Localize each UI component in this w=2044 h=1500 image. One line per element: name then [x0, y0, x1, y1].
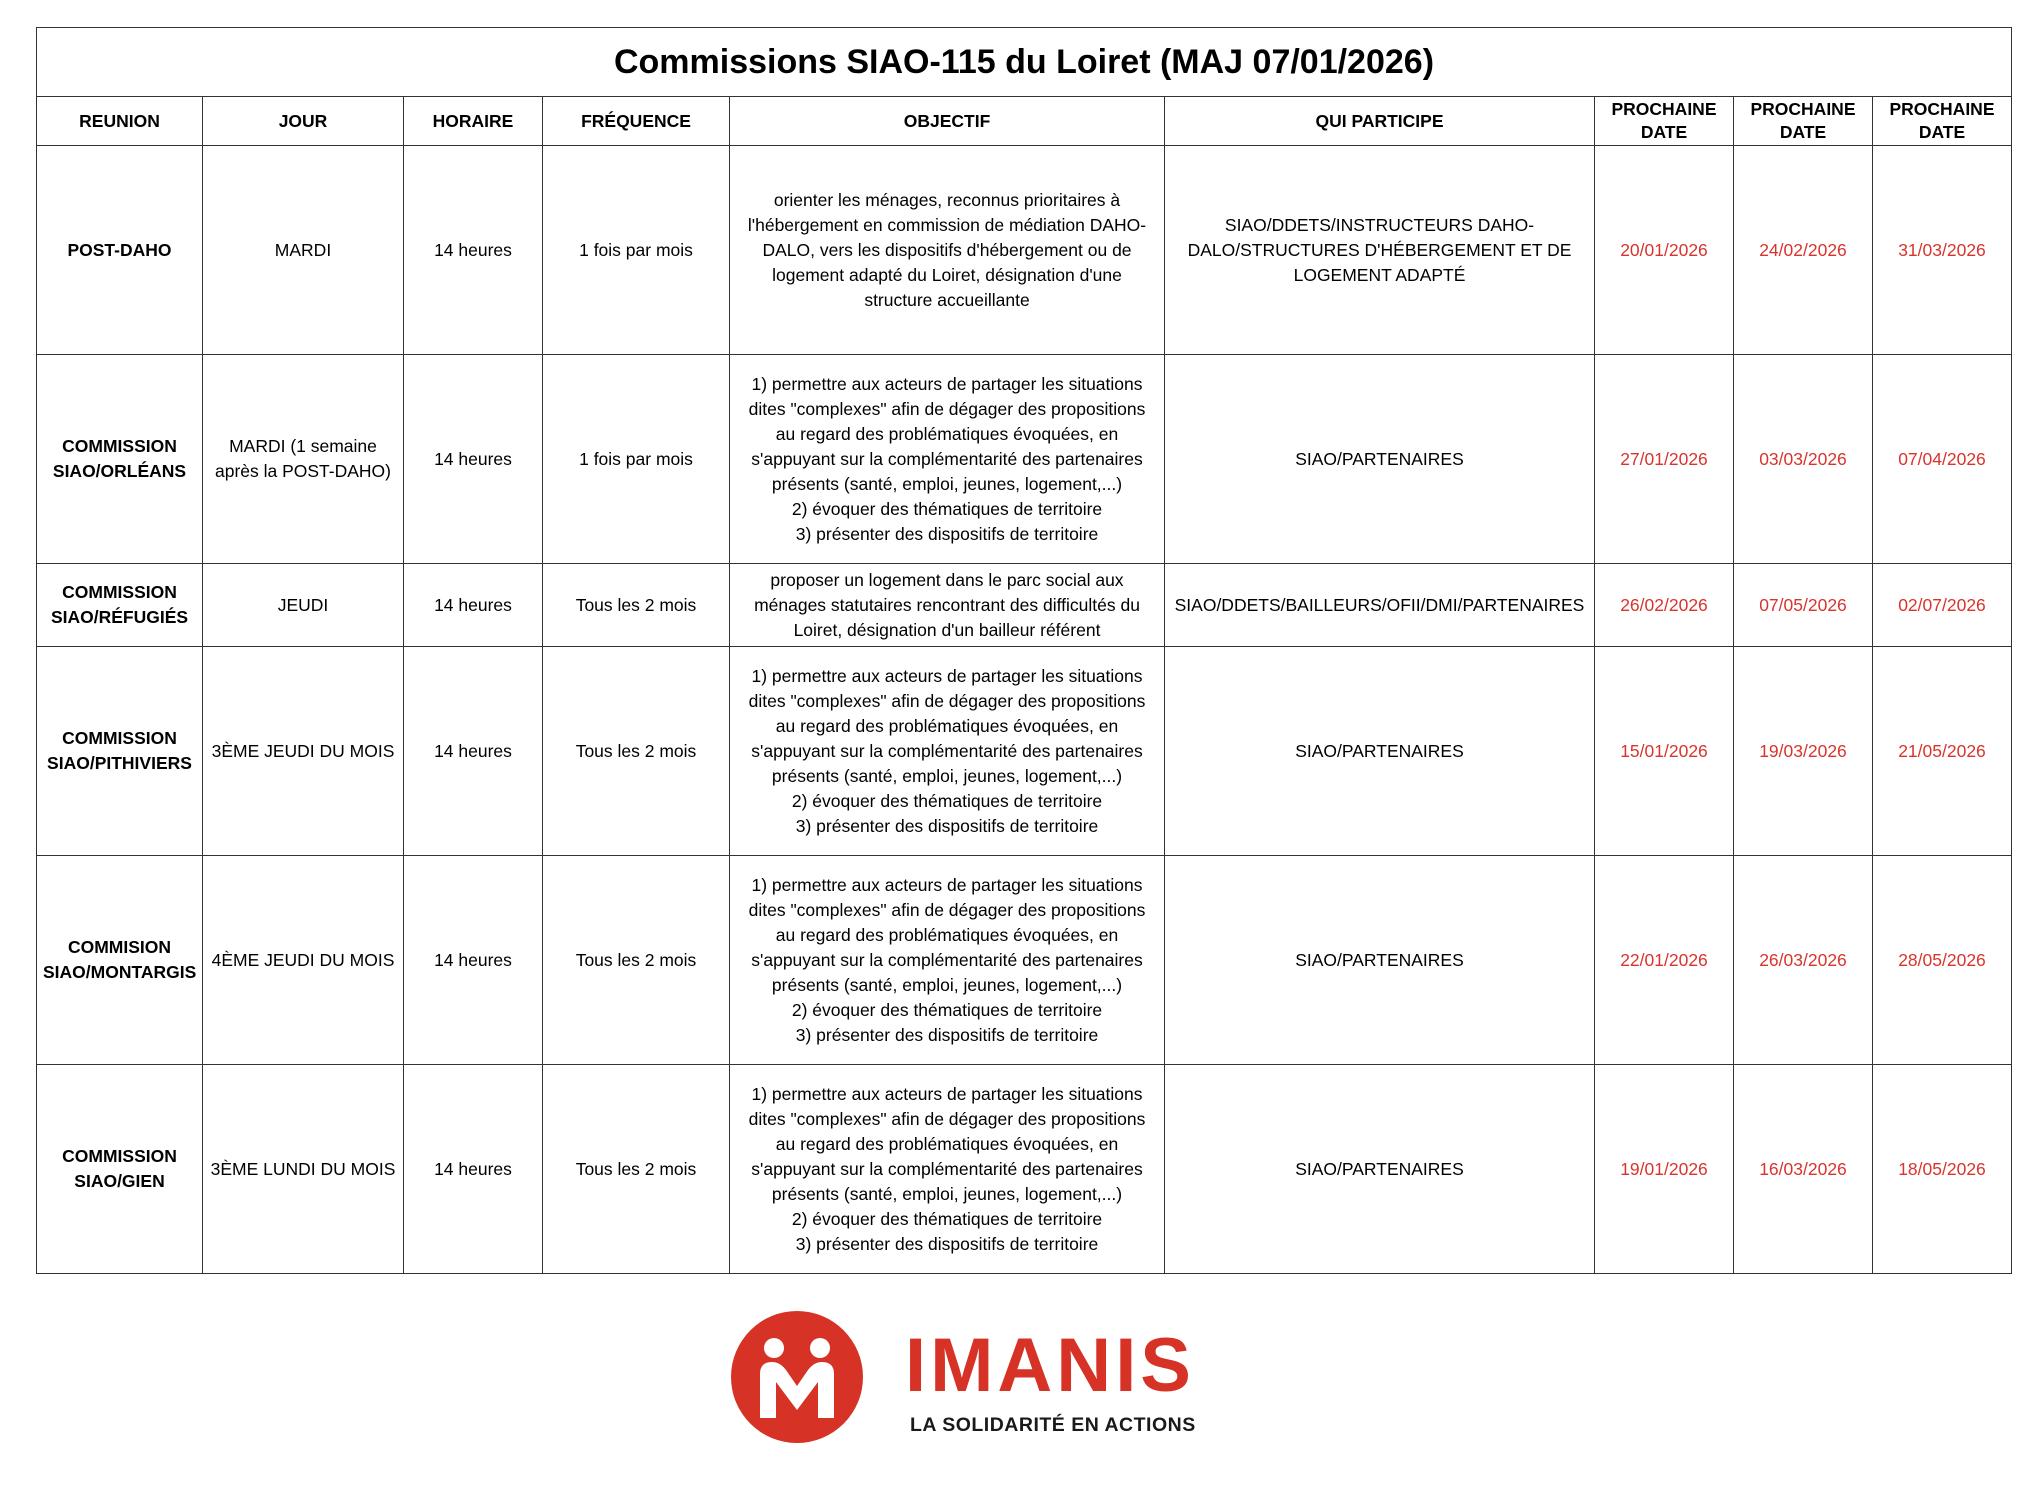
jour-cell: 3ÈME LUNDI DU MOIS [203, 1065, 404, 1274]
next-date-cell: 02/07/2026 [1873, 564, 2012, 647]
table-body [37, 146, 2012, 1274]
next-date-cell: 18/05/2026 [1873, 1065, 2012, 1274]
header-next-date-1: PROCHAINE DATE [1595, 97, 1734, 146]
participants-cell: SIAO/PARTENAIRES [1165, 355, 1595, 564]
next-date-cell: 26/03/2026 [1734, 856, 1873, 1065]
participants-cell: SIAO/DDETS/BAILLEURS/OFII/DMI/PARTENAIRES [1165, 564, 1595, 647]
header-participants: QUI PARTICIPE [1165, 97, 1595, 146]
horaire-cell: 14 heures [404, 564, 543, 647]
horaire-cell: 14 heures [404, 1065, 543, 1274]
table-row [37, 647, 2012, 856]
jour-cell: 3ÈME JEUDI DU MOIS [203, 647, 404, 856]
participants-cell: SIAO/DDETS/INSTRUCTEURS DAHO-DALO/STRUCTURES D'HÉBERGEMENT ET DE LOGEMENT ADAPTÉ [1165, 146, 1595, 355]
jour-cell: 4ÈME JEUDI DU MOIS [203, 856, 404, 1065]
jour-cell: MARDI (1 semaine après la POST-DAHO) [203, 355, 404, 564]
next-date-cell: 24/02/2026 [1734, 146, 1873, 355]
objectif-cell: 1) permettre aux acteurs de partager les situations dites "complexes" afin de dégager des propositions au regard des problématiques évoquées, en s'appuyant sur la complémentarité des partenaires présents (santé, emploi, jeunes, logement,...) 2) évoquer des thématiques de territoire 3) présenter des dispositifs de territoire [730, 647, 1165, 856]
reunion-cell: COMMISION SIAO/MONTARGIS [37, 856, 203, 1065]
next-date-cell: 28/05/2026 [1873, 856, 2012, 1065]
next-date-cell: 16/03/2026 [1734, 1065, 1873, 1274]
frequence-cell: Tous les 2 mois [543, 856, 730, 1065]
next-date-cell: 27/01/2026 [1595, 355, 1734, 564]
schedule-sheet [36, 27, 2011, 1274]
reunion-cell: COMMISSION SIAO/RÉFUGIÉS [37, 564, 203, 647]
horaire-cell: 14 heures [404, 647, 543, 856]
next-date-cell: 22/01/2026 [1595, 856, 1734, 1065]
objectif-cell: 1) permettre aux acteurs de partager les situations dites "complexes" afin de dégager des propositions au regard des problématiques évoquées, en s'appuyant sur la complémentarité des partenaires présents (santé, emploi, jeunes, logement,...) 2) évoquer des thématiques de territoire 3) présenter des dispositifs de territoire [730, 355, 1165, 564]
next-date-cell: 07/04/2026 [1873, 355, 2012, 564]
participants-cell: SIAO/PARTENAIRES [1165, 856, 1595, 1065]
page-title: Commissions SIAO-115 du Loiret (MAJ 07/01/2026) [37, 28, 2012, 97]
next-date-cell: 26/02/2026 [1595, 564, 1734, 647]
header-jour: JOUR [203, 97, 404, 146]
header-objectif: OBJECTIF [730, 97, 1165, 146]
frequence-cell: 1 fois par mois [543, 146, 730, 355]
objectif-cell: 1) permettre aux acteurs de partager les situations dites "complexes" afin de dégager des propositions au regard des problématiques évoquées, en s'appuyant sur la complémentarité des partenaires présents (santé, emploi, jeunes, logement,...) 2) évoquer des thématiques de territoire 3) présenter des dispositifs de territoire [730, 856, 1165, 1065]
next-date-cell: 07/05/2026 [1734, 564, 1873, 647]
table-row [37, 1065, 2012, 1274]
header-horaire: HORAIRE [404, 97, 543, 146]
next-date-cell: 19/03/2026 [1734, 647, 1873, 856]
next-date-cell: 31/03/2026 [1873, 146, 2012, 355]
frequence-cell: Tous les 2 mois [543, 564, 730, 647]
reunion-cell: COMMISSION SIAO/ORLÉANS [37, 355, 203, 564]
header-next-date-2: PROCHAINE DATE [1734, 97, 1873, 146]
imanis-logo-icon [730, 1310, 864, 1444]
next-date-cell: 03/03/2026 [1734, 355, 1873, 564]
header-frequence: FRÉQUENCE [543, 97, 730, 146]
logo-tagline: LA SOLIDARITÉ EN ACTIONS [910, 1414, 1196, 1436]
header-next-date-3: PROCHAINE DATE [1873, 97, 2012, 146]
frequence-cell: 1 fois par mois [543, 355, 730, 564]
reunion-cell: COMMISSION SIAO/GIEN [37, 1065, 203, 1274]
frequence-cell: Tous les 2 mois [543, 1065, 730, 1274]
participants-cell: SIAO/PARTENAIRES [1165, 647, 1595, 856]
next-date-cell: 19/01/2026 [1595, 1065, 1734, 1274]
jour-cell: JEUDI [203, 564, 404, 647]
objectif-cell: orienter les ménages, reconnus prioritaires à l'hébergement en commission de médiation DAHO-DALO, vers les dispositifs d'hébergement ou de logement adapté du Loiret, désignation d'une structure accueillante [730, 146, 1165, 355]
table-row [37, 146, 2012, 355]
horaire-cell: 14 heures [404, 146, 543, 355]
jour-cell: MARDI [203, 146, 404, 355]
table-row [37, 355, 2012, 564]
next-date-cell: 15/01/2026 [1595, 647, 1734, 856]
logo-wordmark: IMANIS [905, 1323, 1195, 1408]
next-date-cell: 20/01/2026 [1595, 146, 1734, 355]
imanis-logo [730, 1310, 1210, 1445]
horaire-cell: 14 heures [404, 355, 543, 564]
objectif-cell: 1) permettre aux acteurs de partager les situations dites "complexes" afin de dégager des propositions au regard des problématiques évoquées, en s'appuyant sur la complémentarité des partenaires présents (santé, emploi, jeunes, logement,...) 2) évoquer des thématiques de territoire 3) présenter des dispositifs de territoire [730, 1065, 1165, 1274]
objectif-cell: proposer un logement dans le parc social aux ménages statutaires rencontrant des difficultés du Loiret, désignation d'un bailleur référent [730, 564, 1165, 647]
participants-cell: SIAO/PARTENAIRES [1165, 1065, 1595, 1274]
commissions-table [36, 27, 2012, 1274]
header-row [37, 97, 2012, 146]
table-row [37, 564, 2012, 647]
frequence-cell: Tous les 2 mois [543, 647, 730, 856]
horaire-cell: 14 heures [404, 856, 543, 1065]
next-date-cell: 21/05/2026 [1873, 647, 2012, 856]
table-row [37, 856, 2012, 1065]
header-reunion: REUNION [37, 97, 203, 146]
reunion-cell: POST-DAHO [37, 146, 203, 355]
reunion-cell: COMMISSION SIAO/PITHIVIERS [37, 647, 203, 856]
